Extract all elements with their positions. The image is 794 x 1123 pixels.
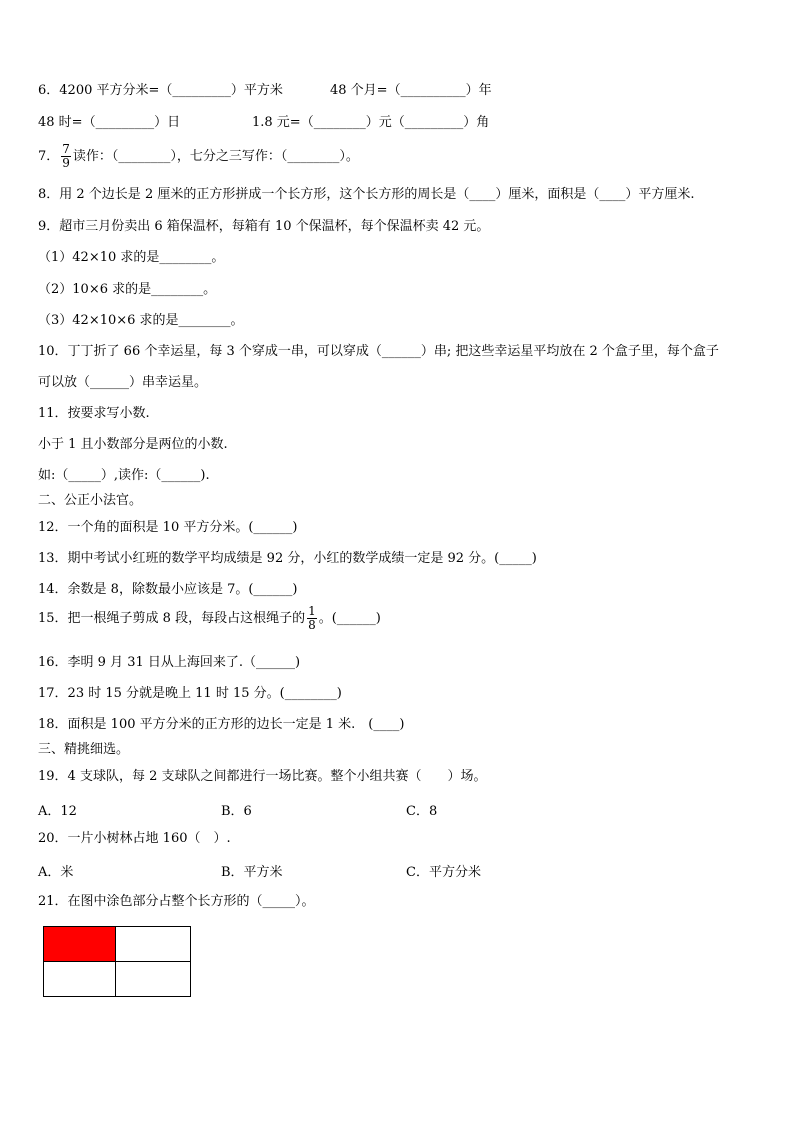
q19-option-b: B．6 bbox=[221, 804, 252, 819]
line-q8: 8．用 2 个边长是 2 厘米的正方形拼成一个长方形，这个长方形的周长是（____）厘米，面积是（____）平方厘米. bbox=[38, 187, 695, 202]
section-2-heading: 二、公正小法官。 bbox=[38, 493, 143, 508]
q7-suffix: 读作：（________），七分之三写作：（________）。 bbox=[72, 149, 359, 164]
line-q11-1: 小于 1 且小数部分是两位的小数. bbox=[38, 437, 228, 452]
line-q10a: 10．丁丁折了 66 个幸运星，每 3 个穿成一串，可以穿成（______）串; 把这些幸运星平均放在 2 个盒子里，每个盒子 bbox=[38, 344, 719, 359]
line-q12: 12．一个角的面积是 10 平方分米。(______) bbox=[38, 520, 298, 535]
q15-prefix: 15．把一根绳子剪成 8 段，每段占这根绳子的 bbox=[38, 611, 306, 626]
q7-prefix: 7． bbox=[38, 149, 60, 164]
line-q9-3: （3）42×10×6 求的是________。 bbox=[38, 313, 244, 328]
q20-option-a: A．米 bbox=[38, 865, 74, 880]
fraction-numerator: 1 bbox=[308, 604, 316, 618]
line-q11-2: 如:（_____）,读作:（______). bbox=[38, 468, 210, 483]
rectangle-figure bbox=[43, 926, 191, 997]
line-q11: 11．按要求写小数. bbox=[38, 406, 150, 421]
line-q15 bbox=[38, 604, 381, 634]
shaded-cell bbox=[44, 927, 115, 961]
q19-option-a: A．12 bbox=[38, 804, 77, 819]
line-q10b: 可以放（______）串幸运星。 bbox=[38, 375, 208, 390]
q20-option-c: C．平方分米 bbox=[406, 865, 481, 880]
line-q9-1: （1）42×10 求的是________。 bbox=[38, 250, 225, 265]
line-q6d: 1.8 元=（________）元（_________）角 bbox=[252, 115, 490, 130]
q15-suffix: 。(______) bbox=[318, 611, 381, 626]
fraction-denominator: 8 bbox=[308, 618, 316, 632]
line-q17: 17．23 时 15 分就是晚上 11 时 15 分。(________) bbox=[38, 686, 342, 701]
section-3-heading: 三、精挑细选。 bbox=[38, 742, 130, 757]
line-q21: 21．在图中涂色部分占整个长方形的（_____）。 bbox=[38, 894, 315, 909]
line-q6a: 6．4200 平方分米=（_________）平方米 bbox=[38, 83, 283, 98]
fraction-1-8 bbox=[307, 605, 317, 632]
line-q6c: 48 时=（_________）日 bbox=[38, 115, 181, 130]
grid-cell bbox=[44, 961, 115, 996]
line-q13: 13．期中考试小红班的数学平均成绩是 92 分，小红的数学成绩一定是 92 分。(_____) bbox=[38, 551, 537, 566]
q19-option-c: C．8 bbox=[406, 804, 438, 819]
line-q20: 20．一片小树林占地 160（ ）. bbox=[38, 831, 231, 846]
line-q18: 18．面积是 100 平方分米的正方形的边长一定是 1 米. (____) bbox=[38, 717, 405, 732]
grid-cell bbox=[115, 961, 190, 996]
line-q6b: 48 个月=（__________）年 bbox=[330, 83, 492, 98]
line-q14: 14．余数是 8，除数最小应该是 7。(______) bbox=[38, 582, 298, 597]
line-q9-2: （2）10×6 求的是________。 bbox=[38, 282, 217, 297]
line-q7 bbox=[38, 142, 359, 172]
grid-cell bbox=[115, 927, 190, 961]
fraction-7-9 bbox=[61, 143, 71, 170]
q20-option-b: B．平方米 bbox=[221, 865, 283, 880]
line-q16: 16．李明 9 月 31 日从上海回来了.（______) bbox=[38, 655, 301, 670]
line-q19: 19．4 支球队，每 2 支球队之间都进行一场比赛。整个小组共赛（ ）场。 bbox=[38, 769, 487, 784]
line-q9: 9．超市三月份卖出 6 箱保温杯，每箱有 10 个保温杯，每个保温杯卖 42 元。 bbox=[38, 219, 490, 234]
fraction-numerator: 7 bbox=[62, 142, 70, 156]
fraction-denominator: 9 bbox=[62, 156, 70, 170]
